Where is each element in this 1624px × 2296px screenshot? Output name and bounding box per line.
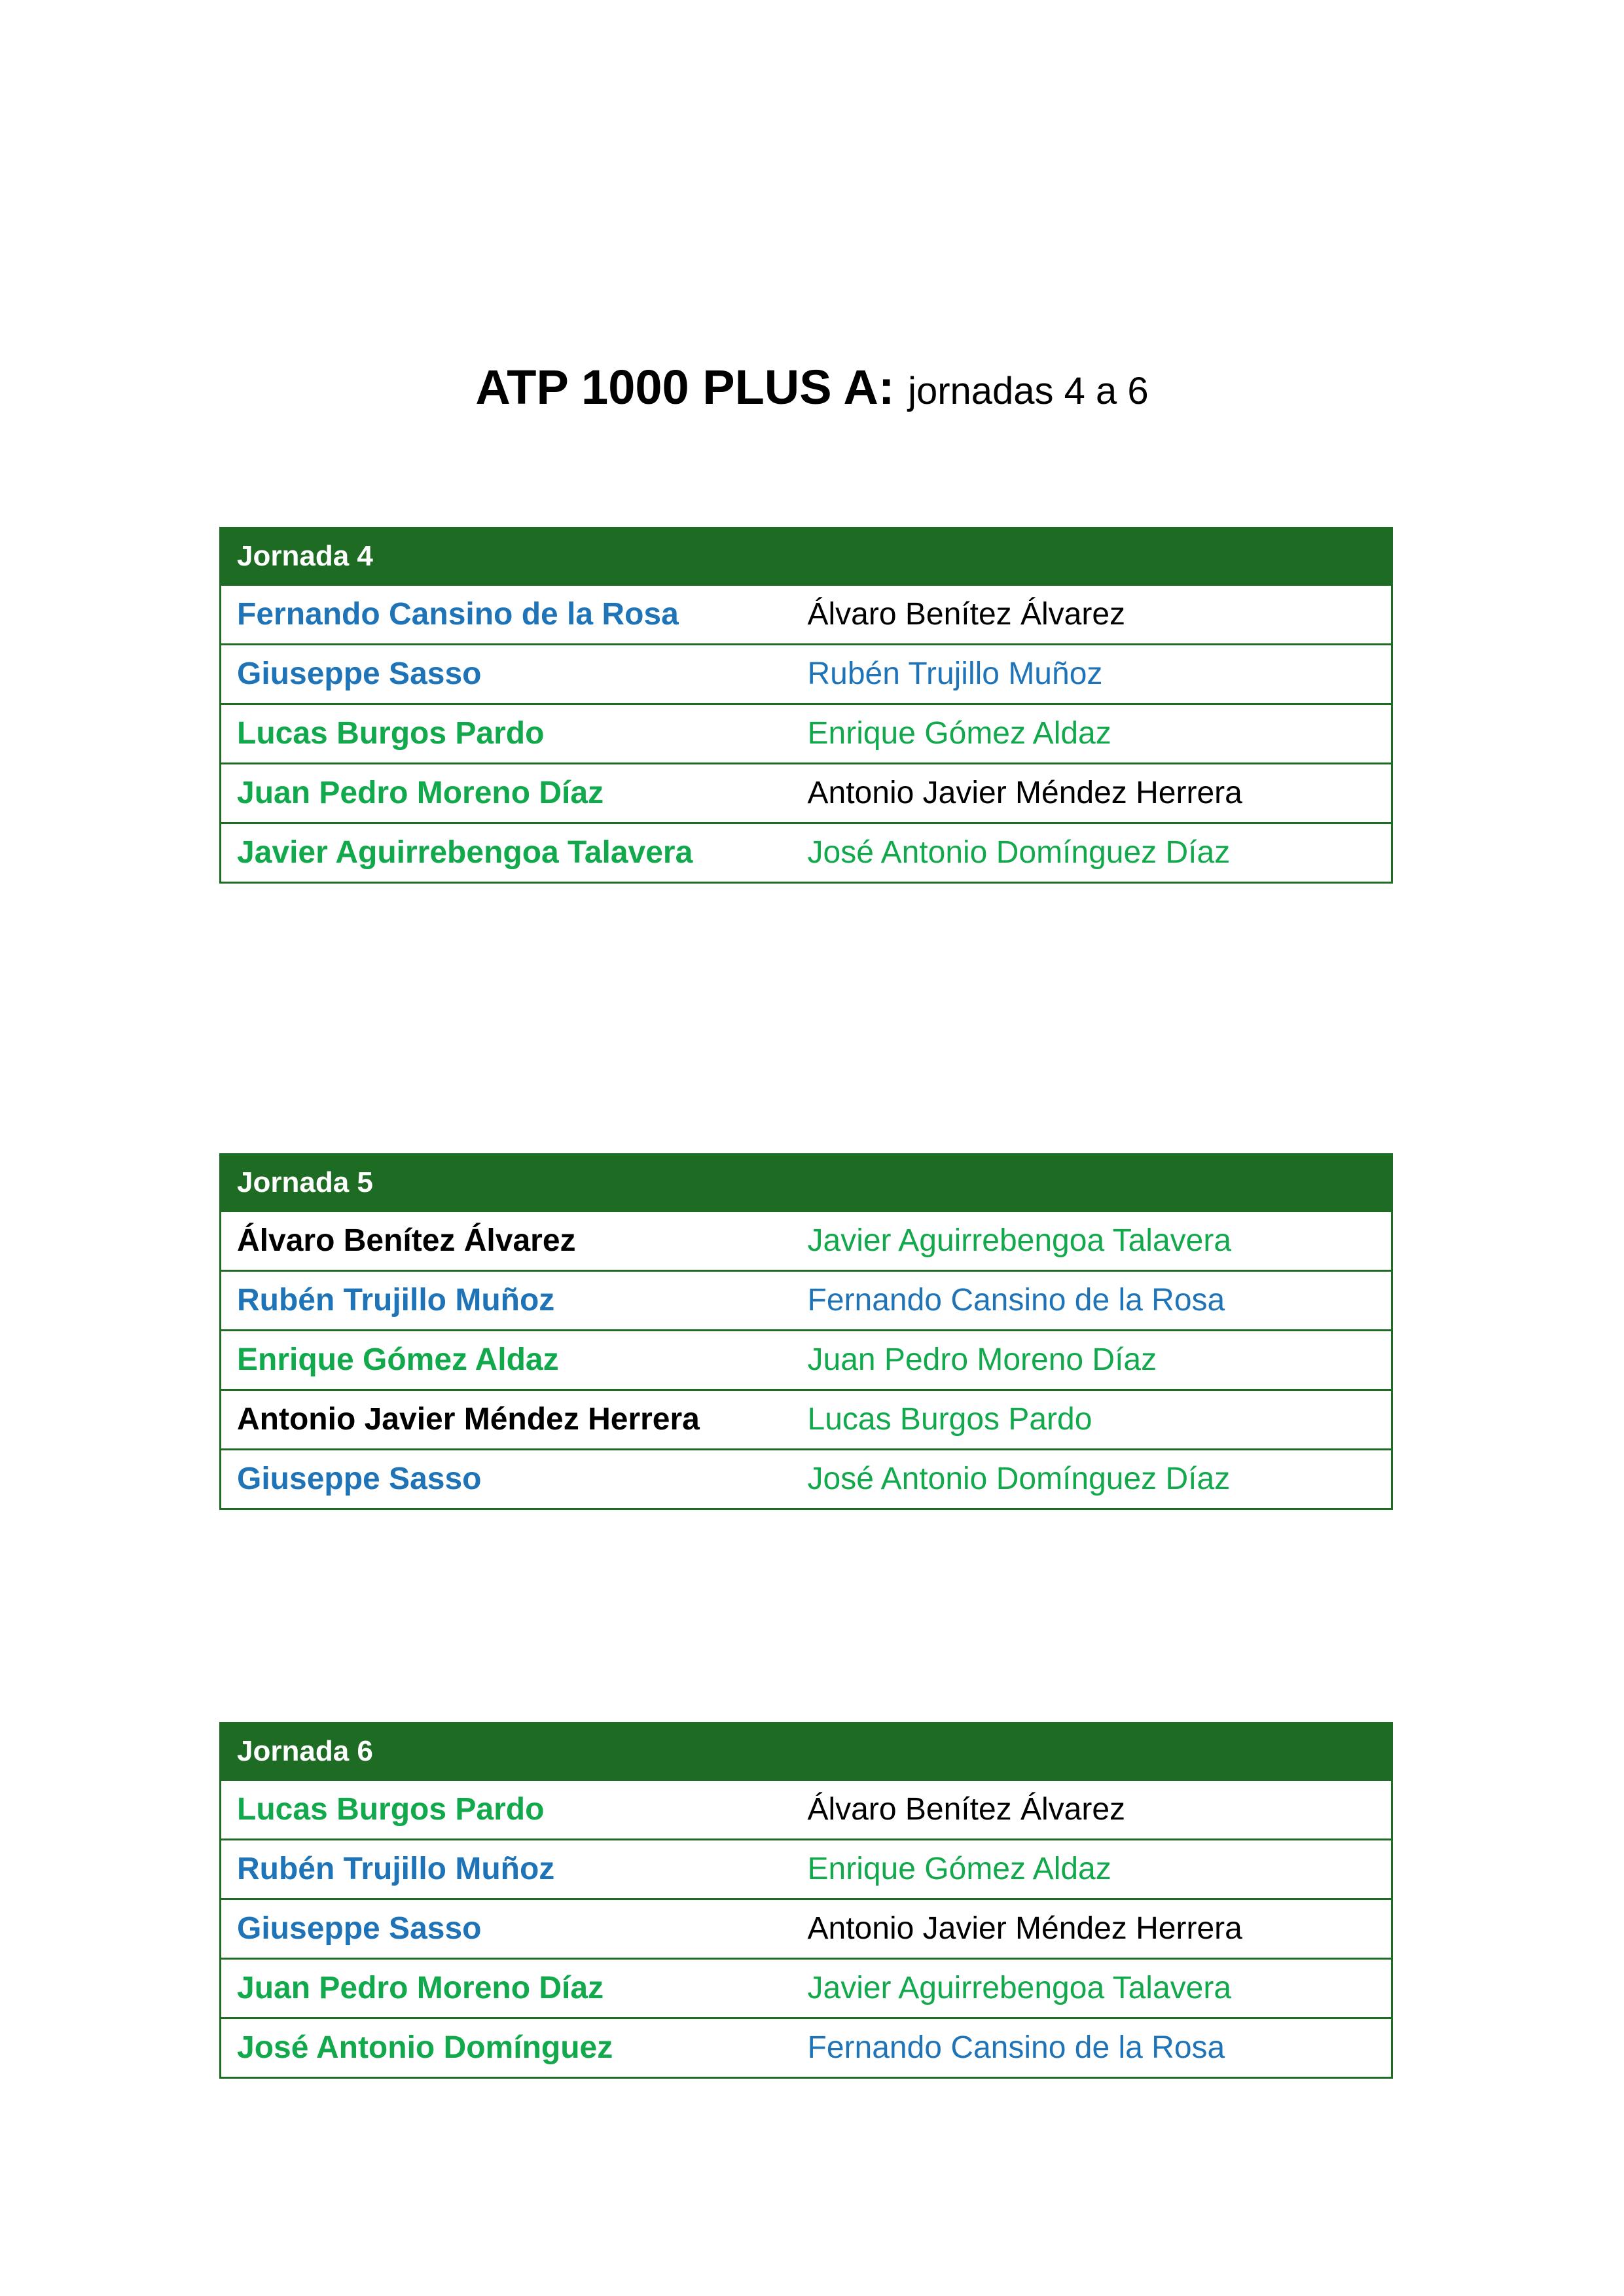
match-row (221, 764, 1392, 823)
away-player: Juan Pedro Moreno Díaz (792, 1331, 1392, 1390)
match-row (221, 1390, 1392, 1450)
match-row (221, 1450, 1392, 1509)
home-player: Giuseppe Sasso (221, 645, 792, 704)
match-row (221, 1780, 1392, 1840)
away-player: Enrique Gómez Aldaz (792, 1840, 1392, 1899)
away-player: Javier Aguirrebengoa Talavera (792, 1211, 1392, 1271)
home-player: Lucas Burgos Pardo (221, 704, 792, 764)
home-player: Antonio Javier Méndez Herrera (221, 1390, 792, 1450)
match-row (221, 1899, 1392, 1959)
away-player: Javier Aguirrebengoa Talavera (792, 1959, 1392, 2018)
home-player: Álvaro Benítez Álvarez (221, 1211, 792, 1271)
home-player: Giuseppe Sasso (221, 1450, 792, 1509)
home-player: Fernando Cansino de la Rosa (221, 585, 792, 645)
home-player: Enrique Gómez Aldaz (221, 1331, 792, 1390)
match-row (221, 1271, 1392, 1331)
home-player: José Antonio Domínguez (221, 2018, 792, 2078)
match-row (221, 585, 1392, 645)
home-player: Rubén Trujillo Muñoz (221, 1840, 792, 1899)
home-player: Juan Pedro Moreno Díaz (221, 1959, 792, 2018)
home-player: Giuseppe Sasso (221, 1899, 792, 1959)
match-row (221, 1331, 1392, 1390)
away-player: Fernando Cansino de la Rosa (792, 1271, 1392, 1331)
jornada-table-6 (219, 1722, 1393, 2079)
jornada-header: Jornada 6 (221, 1723, 1392, 1780)
match-row (221, 823, 1392, 883)
home-player: Rubén Trujillo Muñoz (221, 1271, 792, 1331)
away-player: Antonio Javier Méndez Herrera (792, 764, 1392, 823)
away-player: Lucas Burgos Pardo (792, 1390, 1392, 1450)
away-player: Álvaro Benítez Álvarez (792, 1780, 1392, 1840)
jornada-header: Jornada 4 (221, 528, 1392, 585)
away-player: Antonio Javier Méndez Herrera (792, 1899, 1392, 1959)
home-player: Lucas Burgos Pardo (221, 1780, 792, 1840)
match-row (221, 704, 1392, 764)
away-player: Álvaro Benítez Álvarez (792, 585, 1392, 645)
jornada-header: Jornada 5 (221, 1155, 1392, 1211)
match-row (221, 1840, 1392, 1899)
match-row (221, 645, 1392, 704)
away-player: José Antonio Domínguez Díaz (792, 823, 1392, 883)
page-title-rest: jornadas 4 a 6 (908, 370, 1149, 412)
away-player: José Antonio Domínguez Díaz (792, 1450, 1392, 1509)
match-row (221, 2018, 1392, 2078)
away-player: Enrique Gómez Aldaz (792, 704, 1392, 764)
home-player: Juan Pedro Moreno Díaz (221, 764, 792, 823)
jornada-table-5 (219, 1153, 1393, 1510)
page-title (0, 359, 1624, 417)
away-player: Rubén Trujillo Muñoz (792, 645, 1392, 704)
jornada-table-4 (219, 527, 1393, 884)
match-row (221, 1959, 1392, 2018)
page-title-bold: ATP 1000 PLUS A: (475, 360, 895, 414)
match-row (221, 1211, 1392, 1271)
home-player: Javier Aguirrebengoa Talavera (221, 823, 792, 883)
away-player: Fernando Cansino de la Rosa (792, 2018, 1392, 2078)
